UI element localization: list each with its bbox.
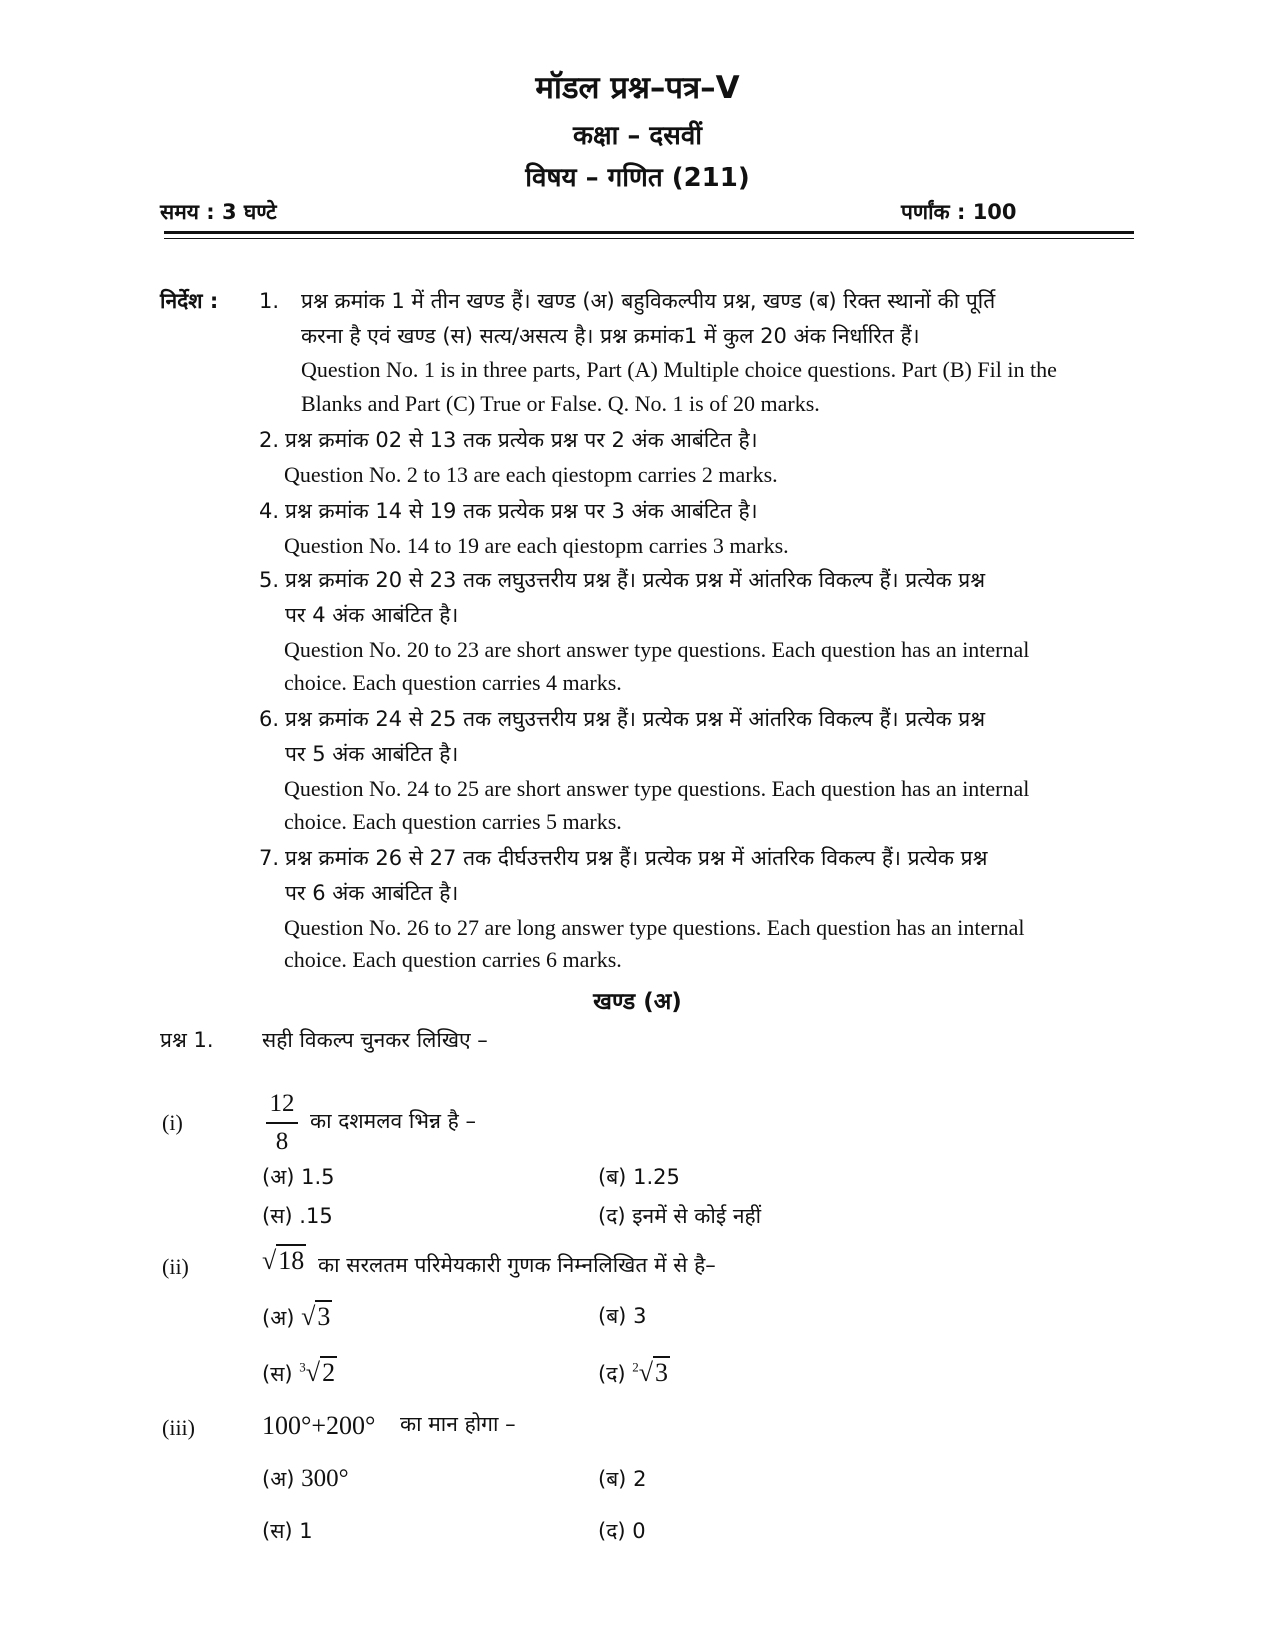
- option-value: 300°: [301, 1465, 349, 1492]
- option-label: (स): [262, 1204, 293, 1228]
- instruction-en-line: choice. Each question carries 5 marks.: [284, 809, 622, 834]
- sub-question-text: का मान होगा –: [400, 1412, 516, 1436]
- fraction-numerator: 12: [269, 1090, 295, 1117]
- subject-line: विषय – गणित (211): [525, 163, 750, 193]
- instruction-hi-line: प्रश्न क्रमांक 02 से 13 तक प्रत्येक प्रश्न पर 2 अंक आबंटित है।: [285, 428, 758, 452]
- fraction-denominator: 8: [275, 1128, 289, 1155]
- paper-title: मॉडल प्रश्न–पत्र–V: [535, 70, 740, 106]
- instruction-number: 5.: [259, 568, 280, 592]
- instruction-hi-line: पर 4 अंक आबंटित है।: [285, 603, 459, 627]
- instruction-en-line: Question No. 14 to 19 are each qiestopm carries 3 marks.: [284, 533, 789, 558]
- fraction: [266, 1090, 298, 1156]
- option: [598, 1163, 680, 1191]
- option-label: (द): [598, 1519, 626, 1543]
- radicand: 2: [322, 1358, 336, 1387]
- option: [598, 1465, 646, 1493]
- expression: 100°+200°: [262, 1411, 376, 1440]
- radicand: 18: [278, 1246, 305, 1275]
- instruction-number: 6.: [259, 707, 280, 731]
- instruction-number: 7.: [259, 846, 280, 870]
- max-marks: पर्णांक : 100: [901, 200, 1017, 224]
- sub-question-number: (ii): [162, 1254, 189, 1279]
- instruction-hi-line: प्रश्न क्रमांक 20 से 23 तक लघुउत्तरीय प्रश्न हैं। प्रत्येक प्रश्न में आंतरिक विकल्प हैं। प्रत्येक प्रश्न: [285, 568, 986, 592]
- instruction-hi-line: करना है एवं खण्ड (स) सत्य/असत्य है। प्रश्न क्रमांक1 में कुल 20 अंक निर्धारित हैं।: [301, 324, 920, 348]
- option-label: (द): [598, 1204, 626, 1228]
- header-rule-thin: [164, 238, 1134, 239]
- option-value: .15: [299, 1204, 333, 1228]
- instruction-en-line: Question No. 20 to 23 are short answer type questions. Each question has an internal: [284, 637, 1030, 662]
- radical: √18: [262, 1246, 305, 1275]
- instruction-hi-line: प्रश्न क्रमांक 14 से 19 तक प्रत्येक प्रश्न पर 3 अंक आबंटित है।: [285, 499, 758, 523]
- instruction-number: 2.: [259, 428, 280, 452]
- option-radical: √3: [301, 1302, 331, 1331]
- time-allowed: समय : 3 घण्टे: [160, 200, 277, 224]
- option-value: 2: [633, 1467, 647, 1491]
- option: [598, 1202, 761, 1230]
- instruction-hi-line: पर 6 अंक आबंटित है।: [285, 881, 459, 905]
- instruction-hi-line: प्रश्न क्रमांक 1 में तीन खण्ड हैं। खण्ड (अ) बहुविकल्पीय प्रश्न, खण्ड (ब) रिक्त स्थानों की पूर्ति: [301, 289, 996, 313]
- instructions-label: निर्देश :: [160, 289, 219, 313]
- instruction-en-line: choice. Each question carries 6 marks.: [284, 947, 622, 972]
- section-heading: खण्ड (अ): [593, 989, 682, 1015]
- option-label: (ब): [598, 1304, 627, 1328]
- option-value: 1: [299, 1519, 313, 1543]
- class-line: कक्षा – दसवीं: [572, 121, 703, 151]
- instruction-hi-line: प्रश्न क्रमांक 24 से 25 तक लघुउत्तरीय प्रश्न हैं। प्रत्येक प्रश्न में आंतरिक विकल्प हैं। प्रत्येक प्रश्न: [285, 707, 986, 731]
- radical-index: 2: [632, 1359, 639, 1375]
- option-label: (ब): [598, 1467, 627, 1491]
- sub-question-text: का सरलतम परिमेयकारी गुणक निम्नलिखित में से है–: [318, 1253, 716, 1277]
- option: [262, 1358, 337, 1388]
- option-value: 1.5: [301, 1165, 335, 1189]
- option: [262, 1302, 332, 1332]
- sub-question-number: (i): [162, 1110, 183, 1135]
- option-label: (अ): [262, 1306, 295, 1330]
- instruction-en-line: Blanks and Part (C) True or False. Q. No. 1 is of 20 marks.: [301, 391, 820, 416]
- sub-question-text: का दशमलव भिन्न है –: [310, 1109, 476, 1133]
- option: [262, 1163, 335, 1191]
- instruction-en-line: Question No. 1 is in three parts, Part (A) Multiple choice questions. Part (B) Fil in the: [301, 357, 1057, 382]
- option-value: इनमें से कोई नहीं: [632, 1204, 762, 1228]
- instruction-en-line: choice. Each question carries 4 marks.: [284, 670, 622, 695]
- option: [598, 1358, 670, 1388]
- option-label: (द): [598, 1362, 626, 1386]
- radicand: 3: [317, 1302, 331, 1331]
- option-label: (स): [262, 1519, 293, 1543]
- instruction-en-line: Question No. 24 to 25 are short answer type questions. Each question has an internal: [284, 776, 1030, 801]
- option: [598, 1302, 646, 1330]
- radical-index: 3: [299, 1359, 306, 1375]
- option: [262, 1517, 313, 1545]
- question-label: प्रश्न 1.: [160, 1028, 214, 1052]
- instruction-hi-line: पर 5 अंक आबंटित है।: [285, 742, 459, 766]
- header-rule-thick: [164, 231, 1134, 234]
- instruction-number: 1.: [259, 289, 280, 313]
- option-label: (ब): [598, 1165, 627, 1189]
- fraction-bar: [266, 1122, 298, 1124]
- radicand: 3: [655, 1358, 669, 1387]
- option-value: 3: [633, 1304, 647, 1328]
- sub-question-number: (iii): [162, 1415, 195, 1440]
- option: [262, 1465, 349, 1493]
- instruction-hi-line: प्रश्न क्रमांक 26 से 27 तक दीर्घउत्तरीय प्रश्न हैं। प्रत्येक प्रश्न में आंतरिक विकल्प हैं। प्रत्येक प्रश्न: [285, 846, 988, 870]
- option-value: 1.25: [633, 1165, 680, 1189]
- option-radical: $^2$√3: [632, 1358, 669, 1387]
- option-label: (स): [262, 1362, 293, 1386]
- option: [262, 1202, 333, 1230]
- question-text: सही विकल्प चुनकर लिखिए –: [262, 1028, 488, 1052]
- option: [598, 1517, 646, 1545]
- option-value: 0: [632, 1519, 646, 1543]
- instruction-en-line: Question No. 26 to 27 are long answer type questions. Each question has an internal: [284, 915, 1025, 940]
- instruction-number: 4.: [259, 499, 280, 523]
- option-label: (अ): [262, 1165, 295, 1189]
- option-radical: $^3$√2: [299, 1358, 336, 1387]
- instruction-en-line: Question No. 2 to 13 are each qiestopm carries 2 marks.: [284, 462, 778, 487]
- option-label: (अ): [262, 1467, 295, 1491]
